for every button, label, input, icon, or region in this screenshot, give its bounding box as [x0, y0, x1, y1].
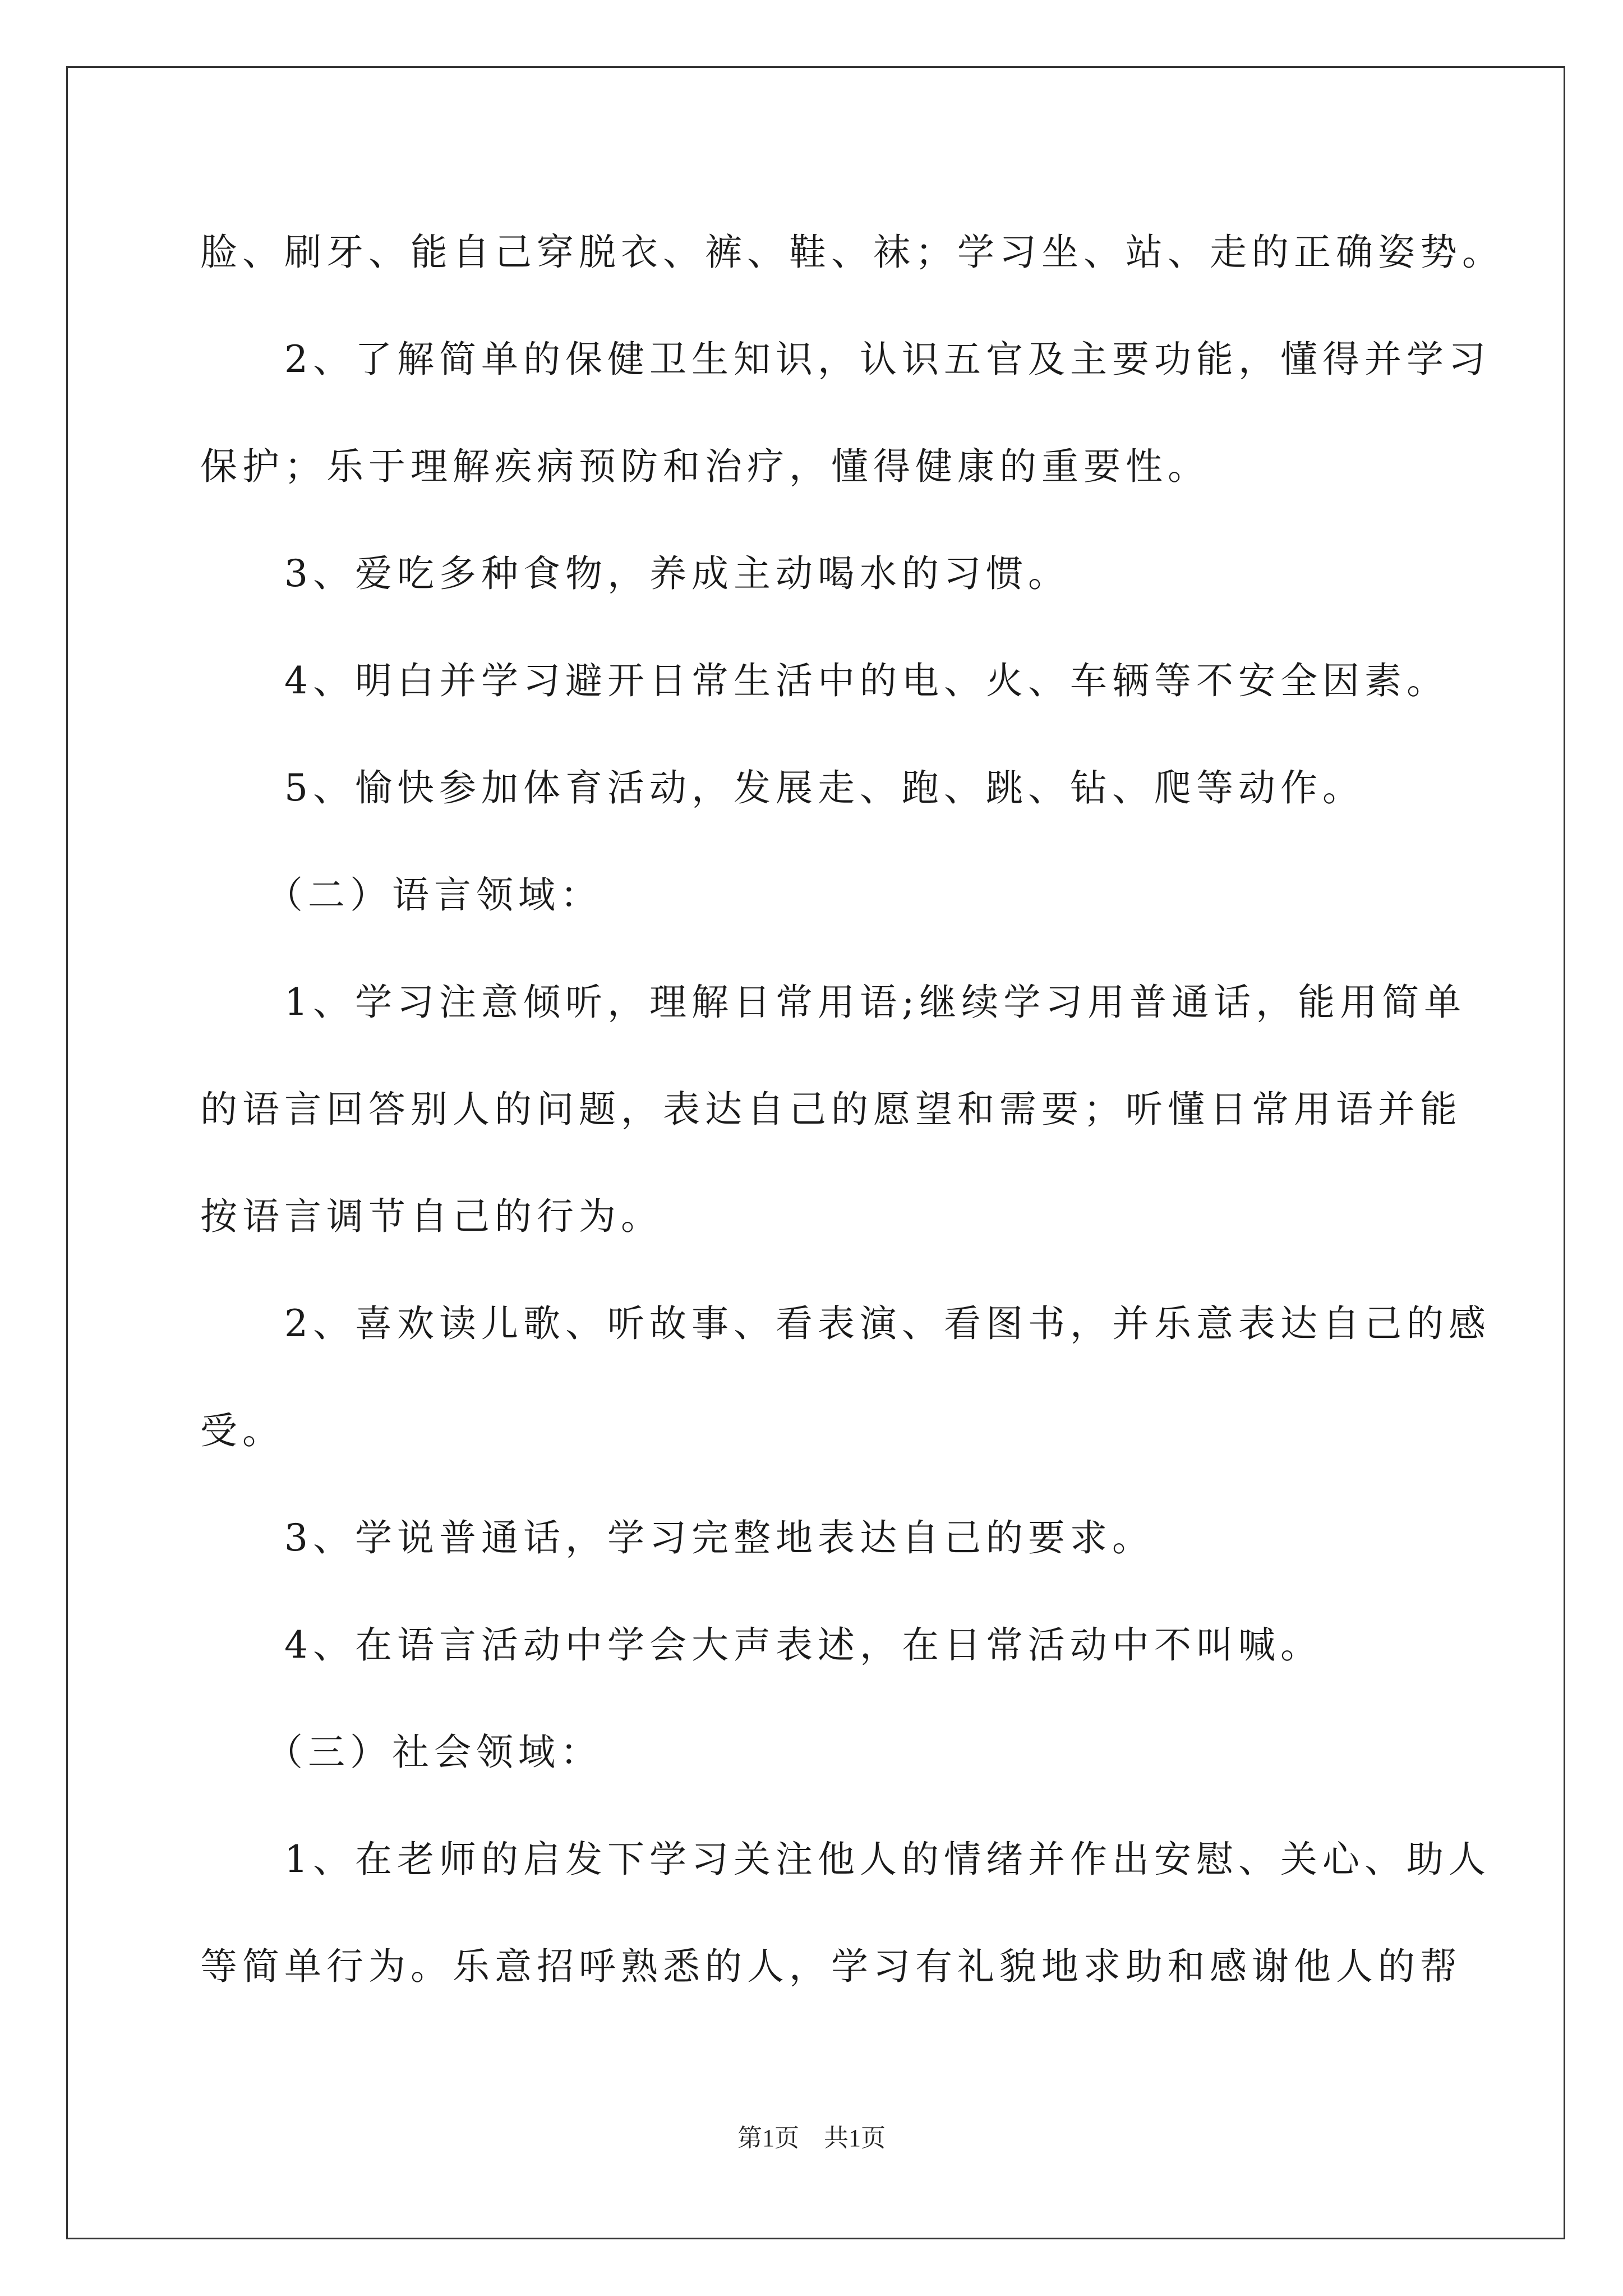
text-line: 等简单行为。乐意招呼熟悉的人，学习有礼貌地求助和感谢他人的帮: [200, 1945, 1462, 1988]
text-line: 5、愉快参加体育活动，发展走、跑、跳、钻、爬等动作。: [200, 766, 1364, 809]
text-line: 按语言调节自己的行为。: [200, 1195, 663, 1238]
section-heading: （三）社会领域：: [200, 1731, 602, 1774]
text-line: 3、爱吃多种食物，养成主动喝水的习惯。: [200, 552, 1070, 595]
text-line: 1、学习注意倾听，理解日常用语;继续学习用普通话，能用简单: [200, 981, 1467, 1024]
text-line: 2、喜欢读儿歌、听故事、看表演、看图书，并乐意表达自己的感: [200, 1302, 1491, 1345]
text-line: 受。: [200, 1409, 284, 1452]
page-border: [66, 66, 1565, 2239]
text-line: 的语言回答别人的问题，表达自己的愿望和需要；听懂日常用语并能: [200, 1088, 1462, 1131]
text-line: 4、明白并学习避开日常生活中的电、火、车辆等不安全因素。: [200, 659, 1449, 702]
text-line: 4、在语言活动中学会大声表述，在日常活动中不叫喊。: [200, 1623, 1322, 1667]
text-line: 1、在老师的启发下学习关注他人的情绪并作出安慰、关心、助人: [200, 1838, 1491, 1881]
text-line: 3、学说普通话，学习完整地表达自己的要求。: [200, 1516, 1154, 1559]
page-number-footer: 第1页 共1页: [737, 2124, 886, 2152]
text-line: 2、了解简单的保健卫生知识，认识五官及主要功能，懂得并学习: [200, 338, 1491, 381]
section-heading: （二）语言领域：: [200, 873, 602, 917]
text-line: 保护；乐于理解疾病预防和治疗，懂得健康的重要性。: [200, 445, 1210, 488]
text-line: 脸、刷牙、能自己穿脱衣、裤、鞋、袜；学习坐、站、走的正确姿势。: [200, 231, 1504, 274]
